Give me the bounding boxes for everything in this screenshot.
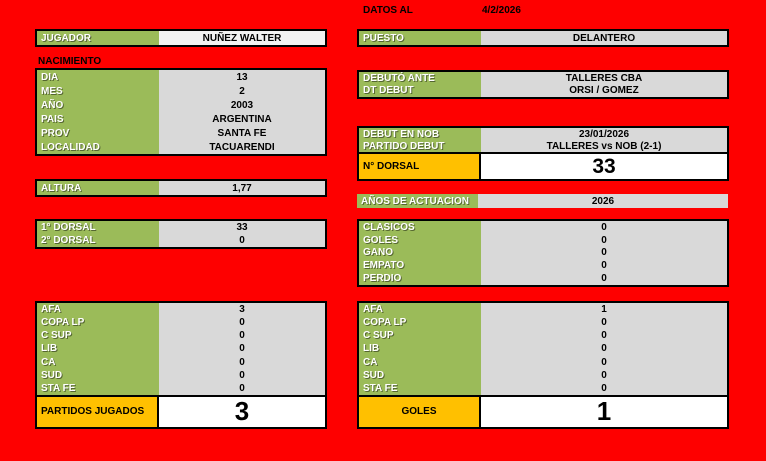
debuto-ante-value-cell[interactable]: TALLERES CBA xyxy=(481,72,727,85)
perdio-row xyxy=(359,272,727,285)
sud-value-cell[interactable]: 0 xyxy=(159,369,325,382)
gano-row xyxy=(359,247,727,260)
stat-row xyxy=(359,369,727,382)
partidos-jugados-total-cell[interactable]: 3 xyxy=(159,397,325,427)
partidos-jugados-label: PARTIDOS JUGADOS xyxy=(37,397,159,427)
sud-goles-value-cell[interactable]: 0 xyxy=(481,369,727,382)
sta-fe-goles-value-cell[interactable]: 0 xyxy=(481,382,727,395)
afa-goles-value-cell[interactable]: 1 xyxy=(481,303,727,316)
stat-row xyxy=(359,356,727,369)
dorsal2-value-cell[interactable]: 0 xyxy=(159,234,325,247)
debut-en-nob-value-cell[interactable]: 23/01/2026 xyxy=(481,128,727,140)
perdio-value-cell[interactable]: 0 xyxy=(481,272,727,285)
mes-value-cell[interactable]: 2 xyxy=(159,84,325,98)
stat-row xyxy=(37,382,325,395)
localidad-row xyxy=(37,140,325,154)
ca-label: CA xyxy=(37,356,159,369)
debuto-ante-label: DEBUTÓ ANTE xyxy=(359,72,481,85)
partido-debut-row xyxy=(359,140,727,152)
dia-label: DIA xyxy=(37,70,159,84)
localidad-value-cell[interactable]: TACUARENDI xyxy=(159,140,325,154)
n-dorsal-row xyxy=(359,152,727,179)
altura-row xyxy=(37,181,325,195)
stat-row xyxy=(359,303,727,316)
puesto-label: PUESTO xyxy=(359,31,481,45)
sta-fe-value-cell[interactable]: 0 xyxy=(159,382,325,395)
gano-value-cell[interactable]: 0 xyxy=(481,247,727,260)
clasicos-row xyxy=(359,221,727,234)
lib-goles-value-cell[interactable]: 0 xyxy=(481,342,727,355)
stat-row xyxy=(37,316,325,329)
altura-value-cell[interactable]: 1,77 xyxy=(159,181,325,195)
n-dorsal-value-cell[interactable]: 33 xyxy=(481,154,727,179)
jugador-row xyxy=(37,31,325,45)
puesto-value-cell[interactable]: DELANTERO xyxy=(481,31,727,45)
pais-value-cell[interactable]: ARGENTINA xyxy=(159,112,325,126)
partido-debut-value-cell[interactable]: TALLERES vs NOB (2-1) xyxy=(481,140,727,152)
dt-debut-row xyxy=(359,85,727,98)
ca-goles-value-cell[interactable]: 0 xyxy=(481,356,727,369)
stat-row xyxy=(37,303,325,316)
lib-goles-label: LIB xyxy=(359,342,481,355)
dorsal1-label: 1° DORSAL xyxy=(37,221,159,234)
mes-row xyxy=(37,84,325,98)
dia-value-cell[interactable]: 13 xyxy=(159,70,325,84)
perdio-label: PERDIO xyxy=(359,272,481,285)
debuto-ante-row xyxy=(359,72,727,85)
anios-actuacion-label: AÑOS DE ACTUACION xyxy=(357,194,478,208)
clasicos-box xyxy=(357,219,729,287)
puesto-row xyxy=(359,31,727,45)
goles-total-label: GOLES xyxy=(359,397,481,427)
datos-al-label: DATOS AL xyxy=(363,5,413,16)
clasicos-goles-row xyxy=(359,234,727,247)
partido-debut-label: PARTIDO DEBUT xyxy=(359,140,481,152)
c-sup-goles-label: C SUP xyxy=(359,329,481,342)
stat-row xyxy=(359,382,727,395)
dt-debut-value-cell[interactable]: ORSI / GOMEZ xyxy=(481,85,727,98)
sta-fe-label: STA FE xyxy=(37,382,159,395)
dorsal1-row xyxy=(37,221,325,234)
stat-row xyxy=(359,329,727,342)
anios-actuacion-row xyxy=(357,194,728,208)
dia-row xyxy=(37,70,325,84)
stat-row xyxy=(359,342,727,355)
stat-row xyxy=(37,329,325,342)
clasicos-label: CLASICOS xyxy=(359,221,481,234)
left-competitions-box xyxy=(35,301,327,429)
sud-goles-label: SUD xyxy=(359,369,481,382)
jugador-label: JUGADOR xyxy=(37,31,159,45)
afa-value-cell[interactable]: 3 xyxy=(159,303,325,316)
anios-actuacion-value-cell[interactable]: 2026 xyxy=(478,194,728,208)
copa-lp-value-cell[interactable]: 0 xyxy=(159,316,325,329)
lib-value-cell[interactable]: 0 xyxy=(159,342,325,355)
altura-box xyxy=(35,179,327,197)
localidad-label: LOCALIDAD xyxy=(37,140,159,154)
clasicos-value-cell[interactable]: 0 xyxy=(481,221,727,234)
pais-label: PAIS xyxy=(37,112,159,126)
altura-label: ALTURA xyxy=(37,181,159,195)
dt-debut-label: DT DEBUT xyxy=(359,85,481,98)
n-dorsal-label: N° DORSAL xyxy=(359,154,481,179)
ca-goles-label: CA xyxy=(359,356,481,369)
partidos-jugados-row xyxy=(37,395,325,427)
prov-value-cell[interactable]: SANTA FE xyxy=(159,126,325,140)
clasicos-goles-label: GOLES xyxy=(359,234,481,247)
stat-row xyxy=(37,356,325,369)
debut-box xyxy=(357,70,729,99)
c-sup-label: C SUP xyxy=(37,329,159,342)
sta-fe-goles-label: STA FE xyxy=(359,382,481,395)
right-competitions-box xyxy=(357,301,729,429)
sud-label: SUD xyxy=(37,369,159,382)
nacimiento-title: NACIMIENTO xyxy=(38,56,102,67)
copa-lp-goles-label: COPA LP xyxy=(359,316,481,329)
mes-label: MES xyxy=(37,84,159,98)
empato-row xyxy=(359,259,727,272)
c-sup-value-cell[interactable]: 0 xyxy=(159,329,325,342)
puesto-box xyxy=(357,29,729,47)
afa-label: AFA xyxy=(37,303,159,316)
copa-lp-goles-value-cell[interactable]: 0 xyxy=(481,316,727,329)
pais-row xyxy=(37,112,325,126)
prov-row xyxy=(37,126,325,140)
jugador-value-cell[interactable]: NUÑEZ WALTER xyxy=(159,31,325,45)
anio-value-cell[interactable]: 2003 xyxy=(159,98,325,112)
anio-row xyxy=(37,98,325,112)
dorsal1-value-cell[interactable]: 33 xyxy=(159,221,325,234)
prov-label: PROV xyxy=(37,126,159,140)
lib-label: LIB xyxy=(37,342,159,355)
goles-total-cell[interactable]: 1 xyxy=(481,397,727,427)
c-sup-goles-value-cell[interactable]: 0 xyxy=(481,329,727,342)
goles-total-row xyxy=(359,395,727,427)
afa-goles-label: AFA xyxy=(359,303,481,316)
debut-nob-box xyxy=(357,126,729,181)
anio-label: AÑO xyxy=(37,98,159,112)
stat-row xyxy=(37,369,325,382)
ca-value-cell[interactable]: 0 xyxy=(159,356,325,369)
dorsal-box xyxy=(35,219,327,249)
empato-value-cell[interactable]: 0 xyxy=(481,259,727,272)
jugador-box xyxy=(35,29,327,47)
debut-en-nob-label: DEBUT EN NOB xyxy=(359,128,481,140)
gano-label: GANO xyxy=(359,247,481,260)
stat-row xyxy=(359,316,727,329)
dorsal2-row xyxy=(37,234,325,247)
copa-lp-label: COPA LP xyxy=(37,316,159,329)
clasicos-goles-value-cell[interactable]: 0 xyxy=(481,234,727,247)
empato-label: EMPATO xyxy=(359,259,481,272)
datos-al-date[interactable]: 4/2/2026 xyxy=(482,5,521,16)
stat-row xyxy=(37,342,325,355)
nacimiento-box xyxy=(35,68,327,156)
dorsal2-label: 2° DORSAL xyxy=(37,234,159,247)
debut-en-nob-row xyxy=(359,128,727,140)
